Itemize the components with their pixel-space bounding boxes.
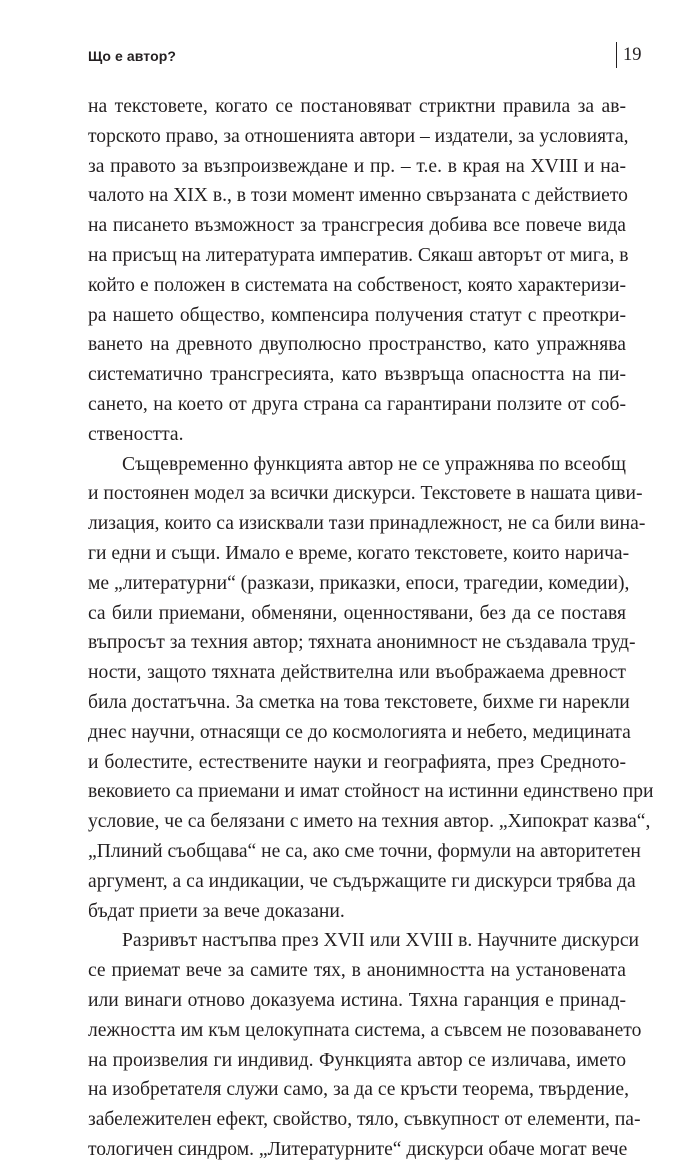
text-line: Същевременно функцията автор не се упражнява по всеобщ [122,453,626,475]
text-line: на присъщ на литературата императив. Сякаш авторът от мига, в [88,244,629,266]
text-line: аргумент, а са индикации, че съдържащите ги дискурси трябва да [88,870,636,892]
text-line: ности, защото тяхната действителна или въображаема древност [88,662,626,684]
text-line: ги едни и същи. Имало е време, когато текстовете, които наричa- [88,542,630,564]
text-line: тологичен синдром. „Литературните“ дискурси обаче могат вече [88,1138,628,1160]
text-line: сането, на което от друга страна са гарантирани ползите от соб- [88,393,626,415]
page-number: 19 [623,45,642,65]
text-line: забележителен ефект, свойство, тяло, съвкупност от елементи, па- [88,1109,641,1131]
paragraph [88,450,654,927]
text-line: систематично трансгресията, като възвръща опасността на пи- [88,364,626,386]
text-line: лежността им към целокупната система, а съвсем не позоваването [88,1019,642,1041]
text-line: на текстовете, когато се постановяват стриктни правила за ав- [88,96,626,117]
text-line: ването на древното двуполюсно пространство, като упражнява [88,334,626,356]
text-line: „Плиний съобщава“ не са, ако сме точни, формули на авторитетен [88,840,641,862]
text-line: на изобретателя служи само, за да се кръсти теорема, твърдение, [88,1079,630,1101]
running-title: Що е автор? [88,48,177,64]
paragraph [88,92,629,450]
running-header [88,40,642,74]
text-line: била достатъчна. За сметка на това текстовете, бихме ги нарекли [88,691,630,713]
text-line: торското право, за отношенията автори – издатели, за условията, [88,125,629,147]
text-line: лизация, които са изисквали тази принадлежност, не са били вина- [88,513,646,535]
text-line: въпросът за техния автор; тяхната анонимност не създавала труд- [88,632,636,654]
text-line: се приемат вече за самите тях, в анонимността на установената [88,960,626,982]
text-line: за правото за възпроизвеждане и пр. – т.е. в края на XVIII и на- [88,155,626,177]
text-line: ствеността. [88,423,184,445]
text-line: или винаги отново доказуема истина. Тяхна гаранция е принад- [88,989,626,1011]
paragraph [88,926,642,1164]
text-line: вековието са приемани и имат стойност на истинни единствено при [88,781,654,803]
text-line: ра нашето общество, компенсира получения статут с преоткри- [88,304,626,326]
text-line: на произвелия ги индивид. Функцията автор се изличава, името [88,1049,626,1071]
body-text [88,92,654,1165]
header-divider [616,42,617,68]
text-line: чалото на XIX в., в този момент именно свързаната с действието [88,185,628,207]
text-line: бъдат приети за вече доказани. [88,900,345,922]
text-line: днес научни, отнасящи се до космологията и небето, медицината [88,721,631,743]
text-line: на писането възможност за трансгресия добива все повече вида [88,215,626,237]
text-line: и постоянен модел за всички дискурси. Текстовете в нашата циви- [88,483,643,505]
text-line: и болестите, естествените науки и географията, през Средното- [88,751,626,773]
text-line: ме „литературни“ (разкази, приказки, епоси, трагедии, комедии), [88,572,630,594]
text-line: който е положен в системата на собственост, която характеризи- [88,274,626,296]
text-line: условие, че са белязани с името на техния автор. „Хипократ казва“, [88,811,651,833]
text-line: Разривът настъпва през XVII или XVIII в. Научните дискурси [122,930,639,952]
text-line: са били приемани, обменяни, оценностявани, без да се поставя [88,602,626,624]
